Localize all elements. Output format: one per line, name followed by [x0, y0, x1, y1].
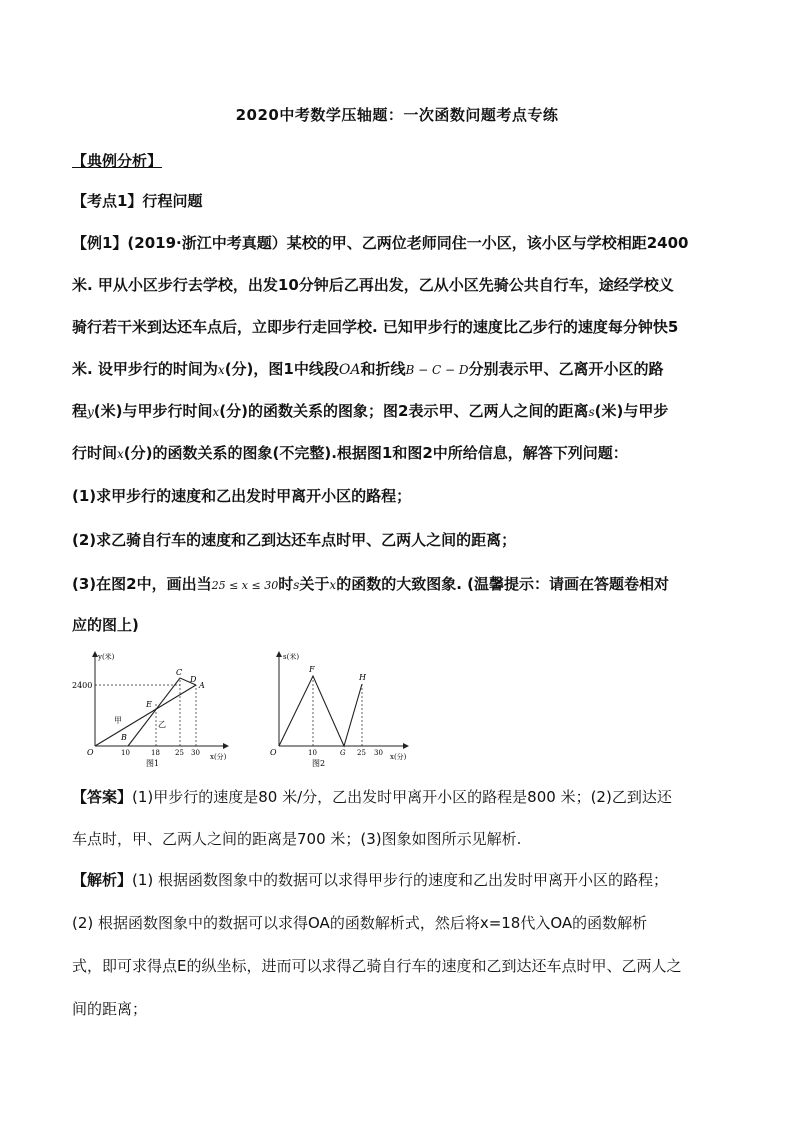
text-segment: 米. 设甲步行的时间为	[72, 360, 218, 378]
example-line-3: 骑行若干米到达还车点后，立即步行走回学校. 已知甲步行的速度比乙步行的速度每分钟快5	[72, 318, 679, 336]
y-axis-label: s(米)	[283, 653, 300, 661]
tick-30: 30	[191, 749, 200, 757]
figure-2	[262, 648, 412, 770]
tick-30: 30	[374, 749, 383, 757]
figure-2-caption: 图2	[312, 759, 326, 768]
answer-line-1	[72, 786, 732, 808]
text-segment: (米)与甲步行时间	[93, 402, 213, 420]
answer-label: 【答案】	[72, 788, 133, 806]
example-line-2: 米. 甲从小区步行去学校，出发10分钟后乙再出发，乙从小区先骑公共自行车，途经学校义	[72, 276, 674, 294]
math-oa: OA	[338, 362, 361, 378]
math-x: x	[117, 447, 124, 461]
text-segment: 行时间	[72, 444, 118, 462]
point-e: E	[146, 700, 152, 709]
analysis-label: 【解析】	[72, 871, 133, 889]
analysis-line-2: (2) 根据函数图象中的数据可以求得OA的函数解析式，然后将x=18代入OA的函数解析	[72, 914, 648, 932]
math-range: 25 ≤ x ≤ 30	[211, 579, 279, 592]
question-3-continued: 应的图上)	[72, 616, 139, 634]
text-segment: (3)在图2中，画出当	[72, 575, 212, 593]
section-label: 【典例分析】	[72, 152, 163, 170]
example-line-5	[72, 400, 732, 423]
text-segment: 的函数的大致图象. (温馨提示：请画在答题卷相对	[336, 575, 669, 593]
analysis-line-3: 式，即可求得点E的纵坐标，进而可以求得乙骑自行车的速度和乙到达还车点时甲、乙两人之	[72, 957, 682, 975]
tick-25: 25	[175, 749, 184, 757]
point-d: D	[190, 675, 197, 684]
x-axis-label: x(分)	[390, 753, 407, 761]
tick-10: 10	[308, 749, 317, 757]
y-axis-label: y(米)	[98, 653, 115, 661]
example-line-1: 【例1】(2019·浙江中考真题）某校的甲、乙两位老师同住一小区，该小区与学校相距2400	[72, 234, 689, 252]
page-title: 2020中考数学压轴题：一次函数问题考点专练	[235, 106, 559, 124]
x-axis-label: x(分)	[210, 753, 227, 761]
text-segment: (分)的函数关系的图象(不完整).根据图1和图2中所给信息，解答下列问题：	[123, 444, 628, 462]
analysis-text: (1) 根据函数图象中的数据可以求得甲步行的速度和乙出发时甲离开小区的路程；	[132, 871, 669, 889]
figure-1	[72, 648, 232, 770]
analysis-line-4: 间的距离；	[72, 1000, 148, 1018]
point-a: A	[199, 681, 205, 690]
text-segment: 程	[72, 402, 88, 420]
math-bcd: B − C − D	[405, 363, 469, 377]
answer-text: (1)甲步行的速度是80 米/分，乙出发时甲离开小区的路程是800 米；(2)乙到达还	[132, 788, 672, 806]
section-heading	[72, 150, 732, 172]
question-1: (1)求甲步行的速度和乙出发时甲离开小区的路程；	[72, 487, 412, 505]
question-2: (2)求乙骑自行车的速度和乙到达还车点时甲、乙两人之间的距离；	[72, 531, 517, 549]
example-line-6	[72, 442, 732, 465]
tick-2400: 2400	[72, 681, 93, 690]
origin-label: O	[87, 748, 94, 757]
polyline-bcd	[128, 678, 196, 746]
math-s: s	[293, 578, 300, 592]
kaodian-heading: 【考点1】行程问题	[72, 192, 203, 210]
text-segment: 分别表示甲、乙离开小区的路	[468, 360, 664, 378]
math-x: x	[212, 405, 220, 419]
math-s: s	[588, 405, 595, 419]
text-segment: (米)与甲步	[594, 402, 669, 420]
figure-1-caption: 图1	[146, 759, 160, 768]
answer-line-2: 车点时，甲、乙两人之间的距离是700 米；(3)图象如图所示见解析.	[72, 830, 522, 848]
label-yi: 乙	[158, 720, 166, 729]
point-f: F	[309, 665, 315, 674]
text-segment: (分)，图1中线段	[224, 360, 339, 378]
point-h: H	[359, 673, 366, 682]
distance-graph	[279, 676, 362, 746]
point-c: C	[176, 668, 183, 677]
math-x: x	[217, 363, 225, 377]
origin-label: O	[270, 748, 277, 757]
tick-10: 10	[121, 749, 130, 757]
question-3	[72, 573, 732, 597]
point-b: B	[121, 733, 127, 742]
text-segment: (分)的函数关系的图象；图2表示甲、乙两人之间的距离	[219, 402, 589, 420]
text-segment: 关于	[299, 575, 330, 593]
label-jia: 甲	[114, 716, 122, 725]
line-oa	[95, 685, 196, 746]
text-segment: 和折线	[360, 360, 406, 378]
example-line-4	[72, 358, 732, 381]
tick-25: 25	[357, 749, 366, 757]
tick-g: G	[340, 749, 346, 757]
math-y: y	[87, 405, 94, 419]
math-x: x	[329, 578, 337, 592]
analysis-line-1	[72, 869, 732, 891]
tick-18: 18	[151, 749, 160, 757]
text-segment: 时	[278, 575, 294, 593]
